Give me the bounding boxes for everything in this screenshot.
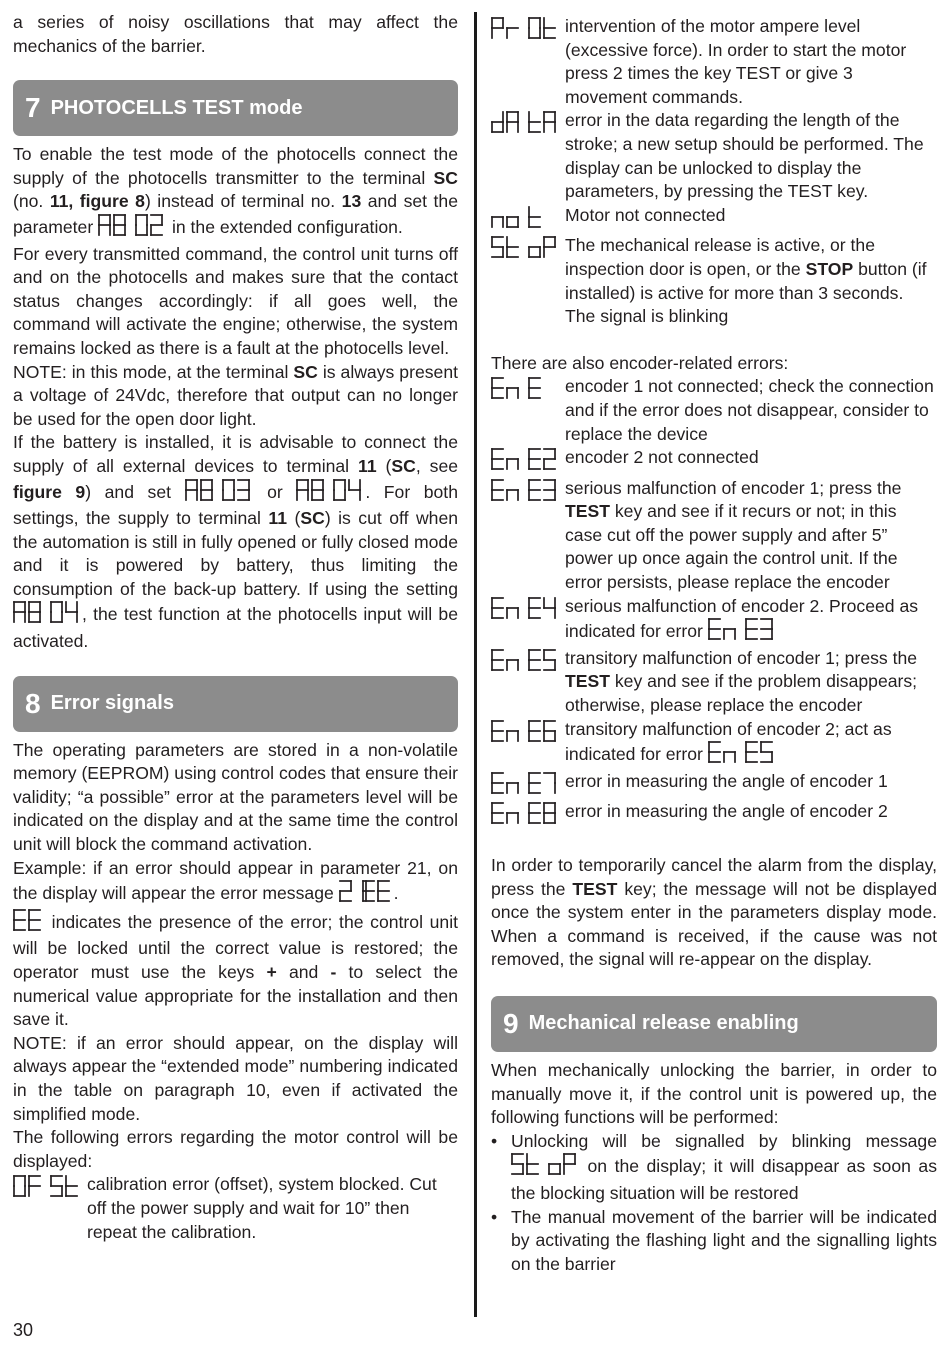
section-8-ee-explain: indicates the presence of the error; the control unit will be locked until the correct value is restored; the operator must use the keys + and - to select the numerical value appropriate for the installation and then save it. (13, 909, 458, 1032)
error-desc: error in measuring the angle of encoder 2 (565, 801, 888, 822)
section-8-para-1: The operating parameters are stored in a non-volatile memory (EEPROM) using control codes that ensure their validity; “a possible” error at the parameters level will be indicated on the display and at the same time the control unit will block the command activation. (13, 739, 458, 855)
error-row-ene7 (491, 770, 937, 801)
display-code (491, 802, 560, 831)
error-row-stop (491, 234, 937, 328)
error-desc: serious malfunction of encoder 2. Proceed as indicated for error (565, 595, 937, 647)
section-7-note: NOTE: in this mode, at the terminal SC is always present a voltage of 24Vdc, therefore that output can no longer be used for the open door light. (13, 361, 458, 429)
error-row-ene6 (491, 718, 937, 770)
error-desc: encoder 2 not connected (565, 447, 759, 468)
error-desc: calibration error (offset), system blocked. Cut off the power supply and wait for 10” then repeat the calibration. (87, 1174, 437, 1242)
section-8-example: Example: if an error should appear in parameter 21, on the display will appear the error message . (13, 857, 458, 909)
display-code (13, 909, 45, 938)
section-9-para-1: When mechanically unlocking the barrier, in order to manually move it, if the control unit is powered up, the following functions will be performed: (491, 1059, 937, 1128)
display-code (491, 17, 560, 46)
section-7-para-1: To enable the test mode of the photocells connect the supply of the photocells transmitter to the terminal SC (no. 11, figure 8) instead of terminal no. 13 and set the parameter in the extended configuration. (13, 143, 458, 242)
error-row-prot (491, 15, 937, 109)
right-column (491, 0, 937, 1276)
bullet-item: • Unlocking will be signalled by blinking message on the display; it will disappear as soon as the blocking situation will be restored (491, 1130, 937, 1206)
display-code (296, 479, 365, 508)
section-8-motor-intro: The following errors regarding the motor control will be displayed: (13, 1127, 458, 1171)
column-divider (474, 12, 477, 1317)
section-7-para-battery: If the battery is installed, it is advisable to connect the supply of all external devices to terminal 11 (SC, see figure 9) and set or . For both settings, the supply to terminal 11 (SC) is cut off when the automation is still in fully opened or fully closed mode and it is powered by battery, thus limiting the consumption of the back-up battery. If using the setting , the test function at the photocells input will be activated. (13, 432, 459, 652)
display-code (491, 649, 560, 678)
error-desc: Motor not connected (565, 204, 726, 225)
error-desc: error in measuring the angle of encoder 1 (565, 770, 888, 791)
display-code (98, 214, 167, 243)
display-code (491, 479, 560, 508)
bullet-icon: • (491, 1130, 498, 1151)
display-code (491, 377, 553, 406)
display-code-ref (708, 741, 777, 770)
display-code (491, 720, 560, 749)
display-code-ref (708, 618, 777, 647)
intro-continued: a series of noisy oscillations that may affect the mechanics of the barrier. (13, 12, 458, 56)
error-row-not (491, 204, 937, 235)
section-number: 8 (25, 687, 41, 719)
display-code (491, 448, 560, 477)
error-row-ene1 (491, 375, 937, 446)
bullet-icon: • (491, 1206, 498, 1227)
error-code (13, 1173, 87, 1244)
section-9-header (491, 996, 937, 1052)
left-column (13, 0, 458, 1244)
section-7-para-2: For every transmitted command, the control unit turns off and on the photocells and makes sure that the contact status changes accordingly: if all goes well, the command will activate the engine; otherwise, the system remains locked as there is a fault at the photocells level. (13, 243, 458, 358)
encoder-intro: There are also encoder-related errors: (491, 352, 789, 373)
error-row-data (491, 109, 937, 203)
section-8-header (13, 676, 458, 732)
display-code (339, 880, 394, 909)
section-number: 7 (25, 92, 41, 124)
error-desc: encoder 1 not connected; check the connection and if the error does not disappear, consider to replace the device (565, 376, 934, 444)
display-code (491, 236, 560, 265)
section-8-note: NOTE: if an error should appear, on the display will always appear the “extended mode” numbering indicated in the table on paragraph 10, even if activated the simplified mode. (13, 1032, 458, 1124)
error-row-ene2 (491, 446, 937, 477)
section-number: 9 (503, 1007, 519, 1039)
display-code (511, 1153, 580, 1182)
section-title: PHOTOCELLS TEST mode (50, 96, 303, 119)
section-title: Mechanical release enabling (528, 1012, 799, 1035)
error-row-ene8 (491, 800, 937, 831)
error-row-ofst (13, 1173, 458, 1244)
display-code (13, 601, 82, 630)
display-code (491, 111, 560, 140)
error-row-ene3 (491, 477, 937, 595)
display-code (491, 597, 560, 626)
error-desc: transitory malfunction of encoder 1; press the TEST key and see if the problem disappears; otherwise, please replace the encoder (565, 647, 918, 716)
display-code (491, 206, 545, 235)
error-desc: error in the data regarding the length of the stroke; a new setup should be performed. The display can be unlocked to display the parameters, by pressing the TEST key. (565, 110, 924, 202)
cancel-alarm-para: In order to temporarily cancel the alarm from the display, press the TEST key; the message will not be displayed once the system enter in the parameters display mode. When a command is received, if the cause was not removed, the signal will re-appear on the display. (491, 855, 937, 970)
page-number: 30 (13, 1320, 34, 1340)
display-code (491, 772, 560, 801)
section-title: Error signals (50, 692, 174, 715)
section-7-header (13, 80, 458, 136)
error-desc: The mechanical release is active, or the inspection door is open, or the STOP button (if installed) is active for more than 3 seconds. The signal is blinking (565, 235, 927, 327)
error-desc: serious malfunction of encoder 1; press the TEST key and see if it recurs or not; in this case cut off the power supply and after 5” power up once again the control unit. If the error persists, please replace the encoder (565, 477, 902, 593)
bullet-item: • The manual movement of the barrier will be indicated by activating the flashing light and the signalling lights on the barrier (491, 1206, 937, 1277)
display-code (185, 479, 254, 508)
error-desc: intervention of the motor ampere level (excessive force). In order to start the motor press 2 times the key TEST or give 3 movement commands. (565, 16, 907, 107)
error-row-ene5 (491, 647, 937, 718)
error-desc: transitory malfunction of encoder 2; act as indicated for error (565, 718, 937, 770)
error-row-ene4 (491, 595, 937, 647)
